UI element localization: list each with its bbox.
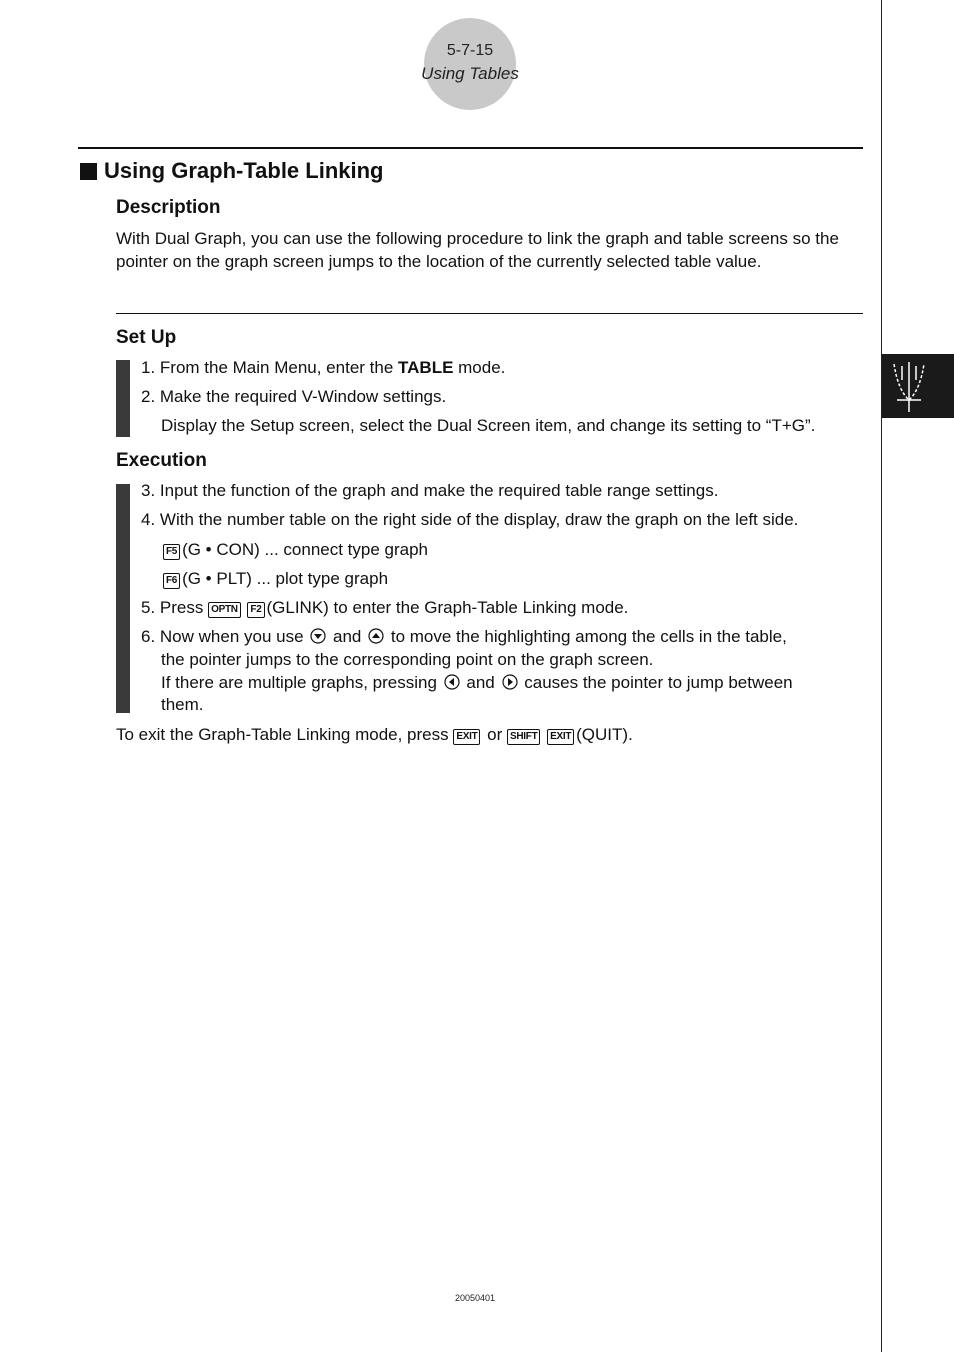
execution-step-3: 3. Input the function of the graph and make the required table range settings. bbox=[141, 481, 719, 500]
execution-step-5: 5. Press OPTN F2 (GLINK) to enter the Graph-Table Linking mode. bbox=[141, 598, 629, 617]
table-mode-name: TABLE bbox=[398, 358, 454, 377]
square-bullet-icon bbox=[80, 163, 97, 180]
page-edge-rule bbox=[881, 0, 882, 1352]
execution-step-4: 4. With the number table on the right side of the display, draw the graph on the left side. bbox=[141, 510, 799, 529]
execution-bar bbox=[116, 484, 130, 713]
execution-step-6-line-3: If there are multiple graphs, pressing and causes the pointer to jump between bbox=[161, 673, 793, 692]
left-arrow-key-icon bbox=[444, 674, 460, 690]
footer-code: 20050401 bbox=[454, 1293, 496, 1303]
down-arrow-key-icon bbox=[310, 628, 326, 644]
setup-bar bbox=[116, 360, 130, 437]
execution-step-6-line-2: the pointer jumps to the corresponding point on the graph screen. bbox=[161, 650, 654, 669]
up-arrow-key-icon bbox=[368, 628, 384, 644]
chapter-tab bbox=[882, 354, 954, 418]
divider-rule bbox=[116, 313, 863, 314]
exit-key-icon: EXIT bbox=[453, 729, 480, 745]
section-heading-text: Using Graph-Table Linking bbox=[104, 158, 384, 183]
section-title: Using Tables bbox=[421, 64, 519, 83]
f5-key-icon: F5 bbox=[163, 544, 180, 560]
setup-step-1: 1. From the Main Menu, enter the TABLE mode. bbox=[141, 358, 506, 377]
f6-key-icon: F6 bbox=[163, 573, 180, 589]
right-arrow-key-icon bbox=[502, 674, 518, 690]
description-text: With Dual Graph, you can use the following procedure to link the graph and table screens so the pointer on the graph screen jumps to the location of the currently selected table value. bbox=[116, 229, 839, 271]
execution-label: Execution bbox=[116, 450, 207, 471]
optn-key-icon: OPTN bbox=[208, 602, 241, 618]
exit-key-icon-2: EXIT bbox=[547, 729, 574, 745]
graph-function-icon bbox=[888, 360, 930, 412]
section-heading bbox=[80, 158, 384, 184]
f5-option: F5 (G • CON) ... connect type graph bbox=[163, 539, 428, 561]
setup-label: Set Up bbox=[116, 327, 177, 348]
f6-option: F6 (G • PLT) ... plot type graph bbox=[163, 568, 388, 590]
execution-step-6-line-4: them. bbox=[161, 695, 204, 714]
execution-step-6: 6. Now when you use and to move the highlighting among the cells in the table, bbox=[141, 627, 787, 646]
setup-step-2: 2. Make the required V-Window settings. bbox=[141, 387, 447, 406]
page-number: 5-7-15 bbox=[446, 42, 494, 59]
heading-rule bbox=[78, 147, 863, 149]
f2-key-icon: F2 bbox=[247, 602, 264, 618]
description-label: Description bbox=[116, 197, 221, 218]
shift-key-icon: SHIFT bbox=[507, 729, 540, 745]
exit-instruction: To exit the Graph-Table Linking mode, press EXIT or SHIFT EXIT (QUIT). bbox=[116, 725, 633, 744]
setup-step-2-note: Display the Setup screen, select the Dual Screen item, and change its setting to “T+G”. bbox=[161, 416, 816, 435]
